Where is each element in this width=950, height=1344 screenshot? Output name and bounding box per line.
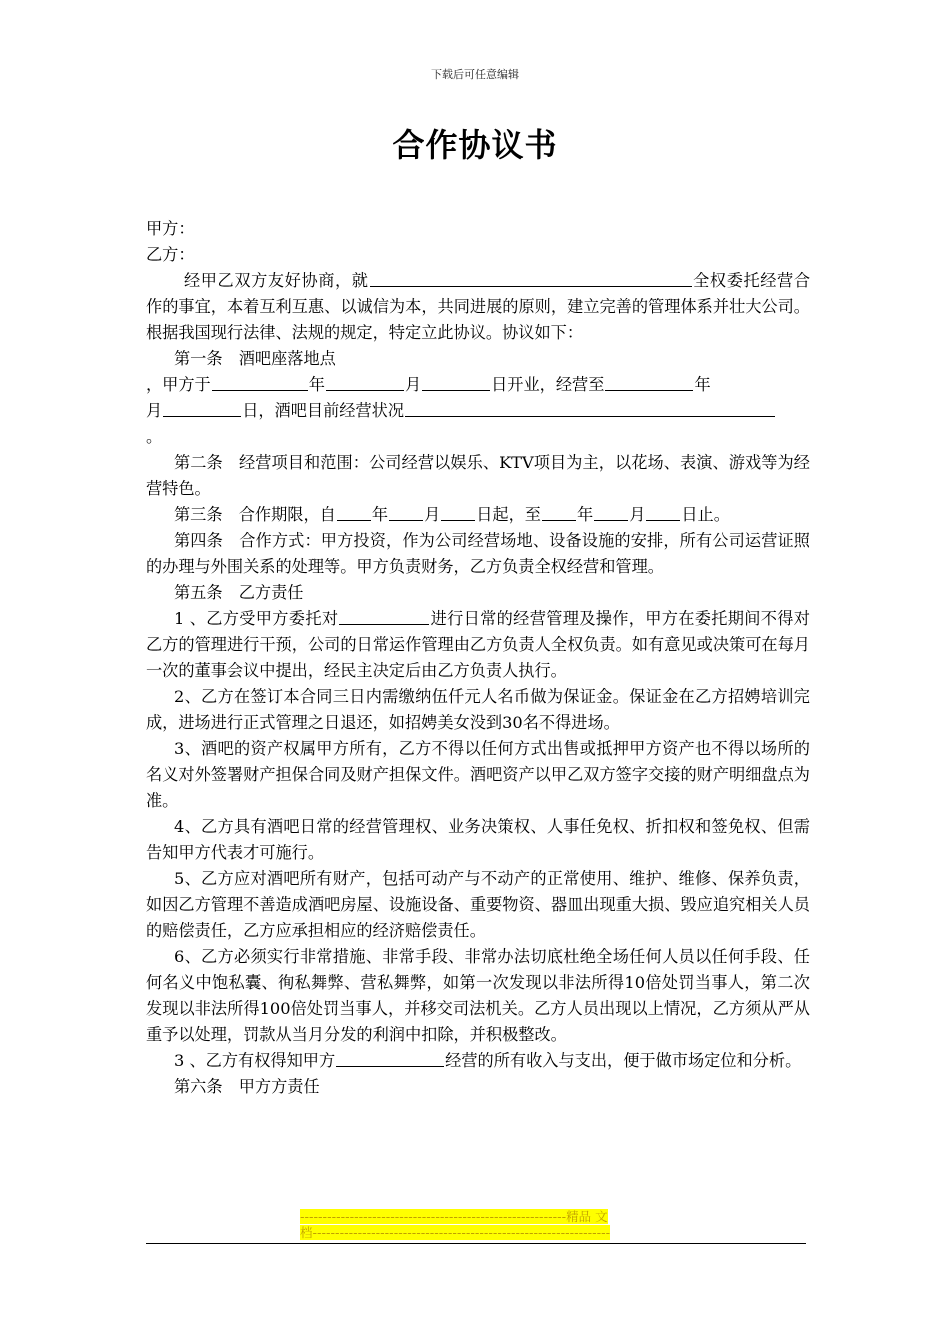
- party-a-line: 甲方：: [146, 219, 195, 238]
- document-body: [146, 216, 810, 1100]
- article-5-item-5: 5、乙方应对酒吧所有财产，包括可动产与不动产的正常使用、维护、维修、保养负责，如因乙方管理不善造成酒吧房屋、设施设备、重要物资、器皿出现重大损、毁应追究相关人员的赔偿责任，乙方应承担相应的经济赔偿责任。: [146, 869, 810, 940]
- article-3: 第三条 合作期限，自 年 月 日起，至 年 月 日止。: [174, 505, 730, 524]
- footer-line-2: 档------------------------------------------------------------------: [300, 1225, 611, 1240]
- footer-watermark: [300, 1209, 652, 1241]
- blank-field[interactable]: [336, 1050, 444, 1067]
- blank-field[interactable]: [405, 400, 775, 417]
- article-1-title: 第一条 酒吧座落地点: [174, 349, 336, 368]
- blank-field[interactable]: [441, 504, 475, 521]
- document-title: 合作协议书: [392, 126, 558, 164]
- article-5-item-6: 6、乙方必须实行非常措施、非常手段、非常办法切底杜绝全场任何人员以任何手段、任何名义中饱私囊、徇私舞弊、营私舞弊，如第一次发现以非法所得10倍处罚当事人，第二次发现以非法所得100倍处罚当事人，并移交司法机关。乙方人员出现以上情况，乙方须从严从重予以处理，罚款从当月分发的利润中扣除，并积极整改。: [146, 947, 810, 1044]
- article-5-title: 第五条 乙方责任: [174, 583, 304, 602]
- blank-field[interactable]: [542, 504, 576, 521]
- blank-field[interactable]: [594, 504, 628, 521]
- party-b-line: 乙方：: [146, 245, 195, 264]
- article-5-item-1: 1 、乙方受甲方委托对 进行日常的经营管理及操作，甲方在委托期间不得对乙方的管理进行干预，公司的日常运作管理由乙方负责人全权负责。如有意见或决策可在每月一次的董事会议中提出，经民主决定后由乙方负责人执行。: [146, 609, 810, 680]
- blank-field[interactable]: [646, 504, 680, 521]
- footer-divider: [146, 1243, 806, 1244]
- header-note: 下载后可任意编辑: [431, 68, 519, 81]
- blank-field[interactable]: [326, 374, 404, 391]
- article-5-item-7: 3 、乙方有权得知甲方 经营的所有收入与支出，便于做市场定位和分析。: [174, 1051, 802, 1070]
- article-2: 第二条 经营项目和范围：公司经营以娱乐、KTV项目为主，以花场、表演、游戏等为经营特色。: [146, 453, 810, 498]
- article-6-title: 第六条 甲方方责任: [174, 1077, 320, 1096]
- blank-field[interactable]: [370, 270, 692, 287]
- footer-line-1: -----------------------------------------------------------精品 文: [300, 1209, 608, 1224]
- article-5-item-3: 3、酒吧的资产权属甲方所有，乙方不得以任何方式出售或抵押甲方资产也不得以场所的名义对外签署财产担保合同及财产担保文件。酒吧资产以甲乙双方签字交接的财产明细盘点为准。: [146, 739, 810, 810]
- blank-field[interactable]: [605, 374, 693, 391]
- article-1-end: 。: [146, 427, 163, 446]
- article-1-date-line: ，甲方于 年 月 日开业，经营至 年: [146, 375, 711, 394]
- article-1-status-line: 月 日，酒吧目前经营状况: [146, 398, 810, 424]
- intro-paragraph: 经甲乙双方友好协商，就 全权委托经营合作的事宜，本着互利互惠、以诚信为本，共同进展的原则，建立完善的管理体系并壮大公司。根据我国现行法律、法规的规定，特定立此协议。协议如下：: [146, 271, 811, 342]
- article-4: 第四条 合作方式：甲方投资，作为公司经营场地、设备设施的安排，所有公司运营证照的办理与外围关系的处理等。甲方负责财务，乙方负责全权经营和管理。: [146, 531, 810, 576]
- blank-field[interactable]: [337, 504, 371, 521]
- blank-field[interactable]: [163, 400, 241, 417]
- blank-field[interactable]: [212, 374, 308, 391]
- blank-field[interactable]: [389, 504, 423, 521]
- article-5-item-4: 4、乙方具有酒吧日常的经营管理权、业务决策权、人事任免权、折扣权和签免权、但需告知甲方代表才可施行。: [146, 817, 810, 862]
- article-5-item-2: 2、乙方在签订本合同三日内需缴纳伍仟元人名币做为保证金。保证金在乙方招娉培训完成，进场进行正式管理之日退还，如招娉美女没到30名不得进场。: [146, 687, 810, 732]
- blank-field[interactable]: [339, 608, 429, 625]
- blank-field[interactable]: [422, 374, 490, 391]
